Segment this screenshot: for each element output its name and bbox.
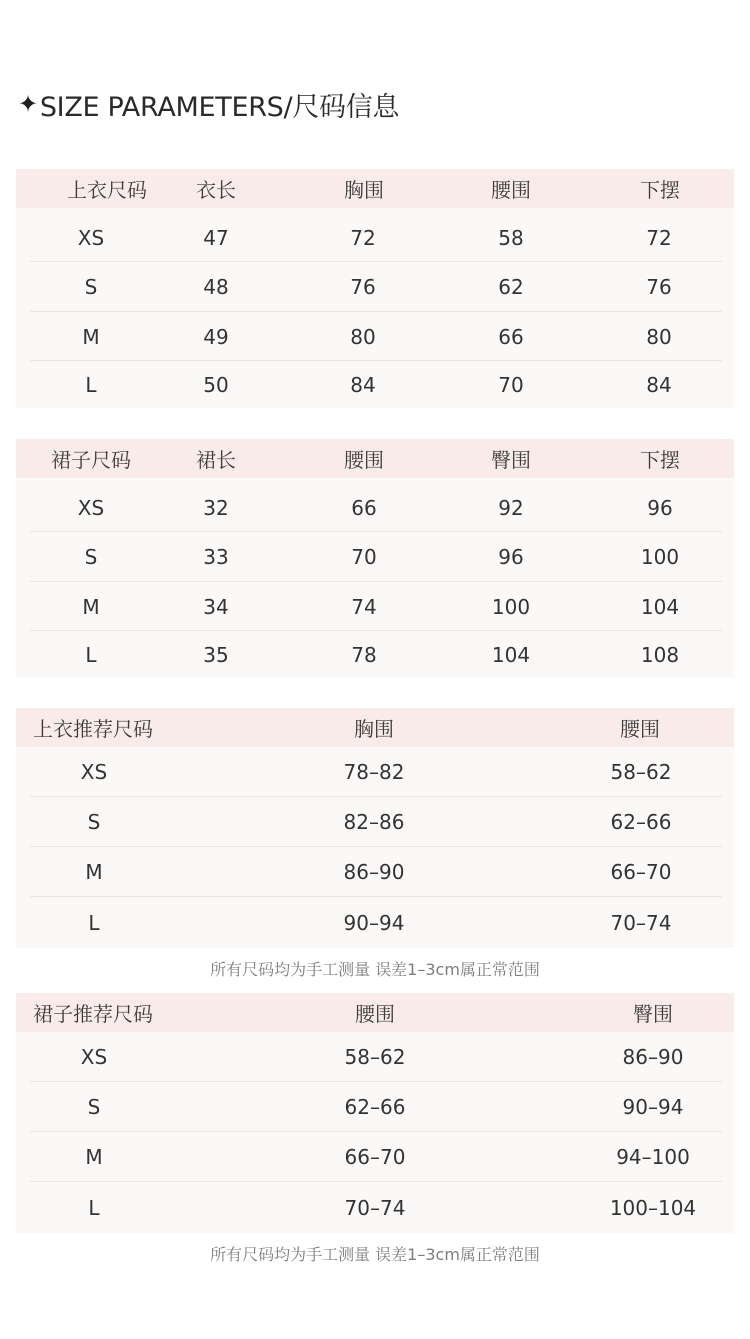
table-cell: 108 [640,642,680,667]
header-cell: 裙子推荐尺码 [33,1002,153,1026]
table-body [16,747,734,948]
table-cell: 58–62 [344,1045,406,1069]
table-cell: 94–100 [616,1145,690,1169]
table-row [16,213,734,262]
table-cell: 96 [498,545,524,569]
header-cell: 上衣推荐尺码 [33,717,153,741]
table-cell: 50 [203,372,229,397]
table-cell: 84 [646,372,672,397]
table-row [16,532,734,582]
recommended-top-size-table [16,708,734,948]
table-cell: 104 [640,594,680,619]
header-cell: 腰围 [620,717,660,741]
table-cell: S [84,275,98,299]
table-row [16,897,734,948]
table-row [16,1082,734,1132]
table-row [16,1032,734,1082]
table-cell: 32 [203,495,229,520]
table-row [16,361,734,408]
table-row [16,631,734,678]
table-cell: L [85,372,97,397]
table-cell: 82–86 [343,810,405,834]
table-body [16,478,734,678]
table-cell: 100 [640,545,680,569]
table-cell: 76 [646,275,672,299]
header-cell: 腰围 [355,1002,395,1026]
table-cell: 90–94 [622,1095,684,1119]
table-cell: 84 [350,372,376,397]
table-cell: 66 [351,495,377,520]
table-cell: 80 [350,324,376,349]
table-cell: 96 [647,495,673,520]
table-cell: 66 [498,324,524,349]
header-cell: 臀围 [491,448,531,472]
table-cell: 70 [498,372,524,397]
table-cell: 35 [203,642,229,667]
table-cell: 34 [203,594,229,619]
table-cell: 76 [350,275,376,299]
table-row [16,747,734,797]
table-cell: M [82,324,100,349]
table-cell: L [88,1195,100,1220]
table-cell: 86–90 [622,1045,684,1069]
table-cell: S [87,810,101,834]
table-cell: M [85,1145,103,1169]
table-row [16,483,734,532]
header-cell: 下摆 [640,178,680,202]
table-cell: 90–94 [343,910,405,935]
table-cell: 58–62 [610,760,672,784]
table-cell: 70–74 [344,1195,406,1220]
table-cell: S [84,545,98,569]
table-header [16,439,734,478]
table-row [16,1182,734,1233]
table-cell: 78 [351,642,377,667]
header-cell: 腰围 [491,178,531,202]
table-body [16,208,734,408]
table-cell: 48 [203,275,229,299]
table-cell: 70–74 [610,910,672,935]
table-cell: 80 [646,324,672,349]
table-cell: 92 [498,495,524,520]
table-cell: XS [80,1045,108,1069]
table-cell: 100–104 [609,1195,697,1220]
header-cell: 下摆 [640,448,680,472]
header-cell: 胸围 [344,178,384,202]
table-cell: 74 [351,594,377,619]
table-body [16,1032,734,1233]
header-cell: 裙子尺码 [51,448,131,472]
header-cell: 臀围 [633,1002,673,1026]
table-cell: 58 [498,225,524,250]
table-row [16,797,734,847]
table-cell: L [88,910,100,935]
measurement-note: 所有尺码均为手工测量 误差1–3cm属正常范围 [210,1245,540,1264]
table-cell: XS [77,495,105,520]
page-title-text: SIZE PARAMETERS/尺码信息 [39,91,400,123]
table-cell: 72 [646,225,672,250]
measurement-note: 所有尺码均为手工测量 误差1–3cm属正常范围 [210,960,540,979]
header-cell: 衣长 [196,178,236,202]
table-cell: 62–66 [610,810,672,834]
skirt-size-table [16,439,734,678]
table-cell: 66–70 [610,860,672,884]
table-header [16,708,734,747]
table-header [16,993,734,1032]
table-cell: XS [80,760,108,784]
table-cell: XS [77,225,105,250]
table-cell: 86–90 [343,860,405,884]
header-cell: 上衣尺码 [67,178,147,202]
page-title [18,84,399,124]
table-cell: 47 [203,225,229,250]
table-cell: 78–82 [343,760,405,784]
table-cell: L [85,642,97,667]
table-row [16,847,734,897]
table-row [16,312,734,361]
table-cell: 62–66 [344,1095,406,1119]
recommended-skirt-size-table [16,993,734,1233]
table-cell: 62 [498,275,524,299]
table-cell: 72 [350,225,376,250]
table-cell: 104 [491,642,531,667]
table-row [16,1132,734,1182]
table-cell: M [82,594,100,619]
table-cell: 66–70 [344,1145,406,1169]
table-cell: M [85,860,103,884]
table-cell: 33 [203,545,229,569]
table-cell: 70 [351,545,377,569]
table-row [16,582,734,631]
header-cell: 裙长 [196,448,236,472]
table-row [16,262,734,312]
table-cell: S [87,1095,101,1119]
star-icon: ✦ [18,90,38,118]
header-cell: 胸围 [354,717,394,741]
table-cell: 49 [203,324,229,349]
table-cell: 100 [491,594,531,619]
top-size-table [16,169,734,408]
table-header [16,169,734,208]
header-cell: 腰围 [344,448,384,472]
